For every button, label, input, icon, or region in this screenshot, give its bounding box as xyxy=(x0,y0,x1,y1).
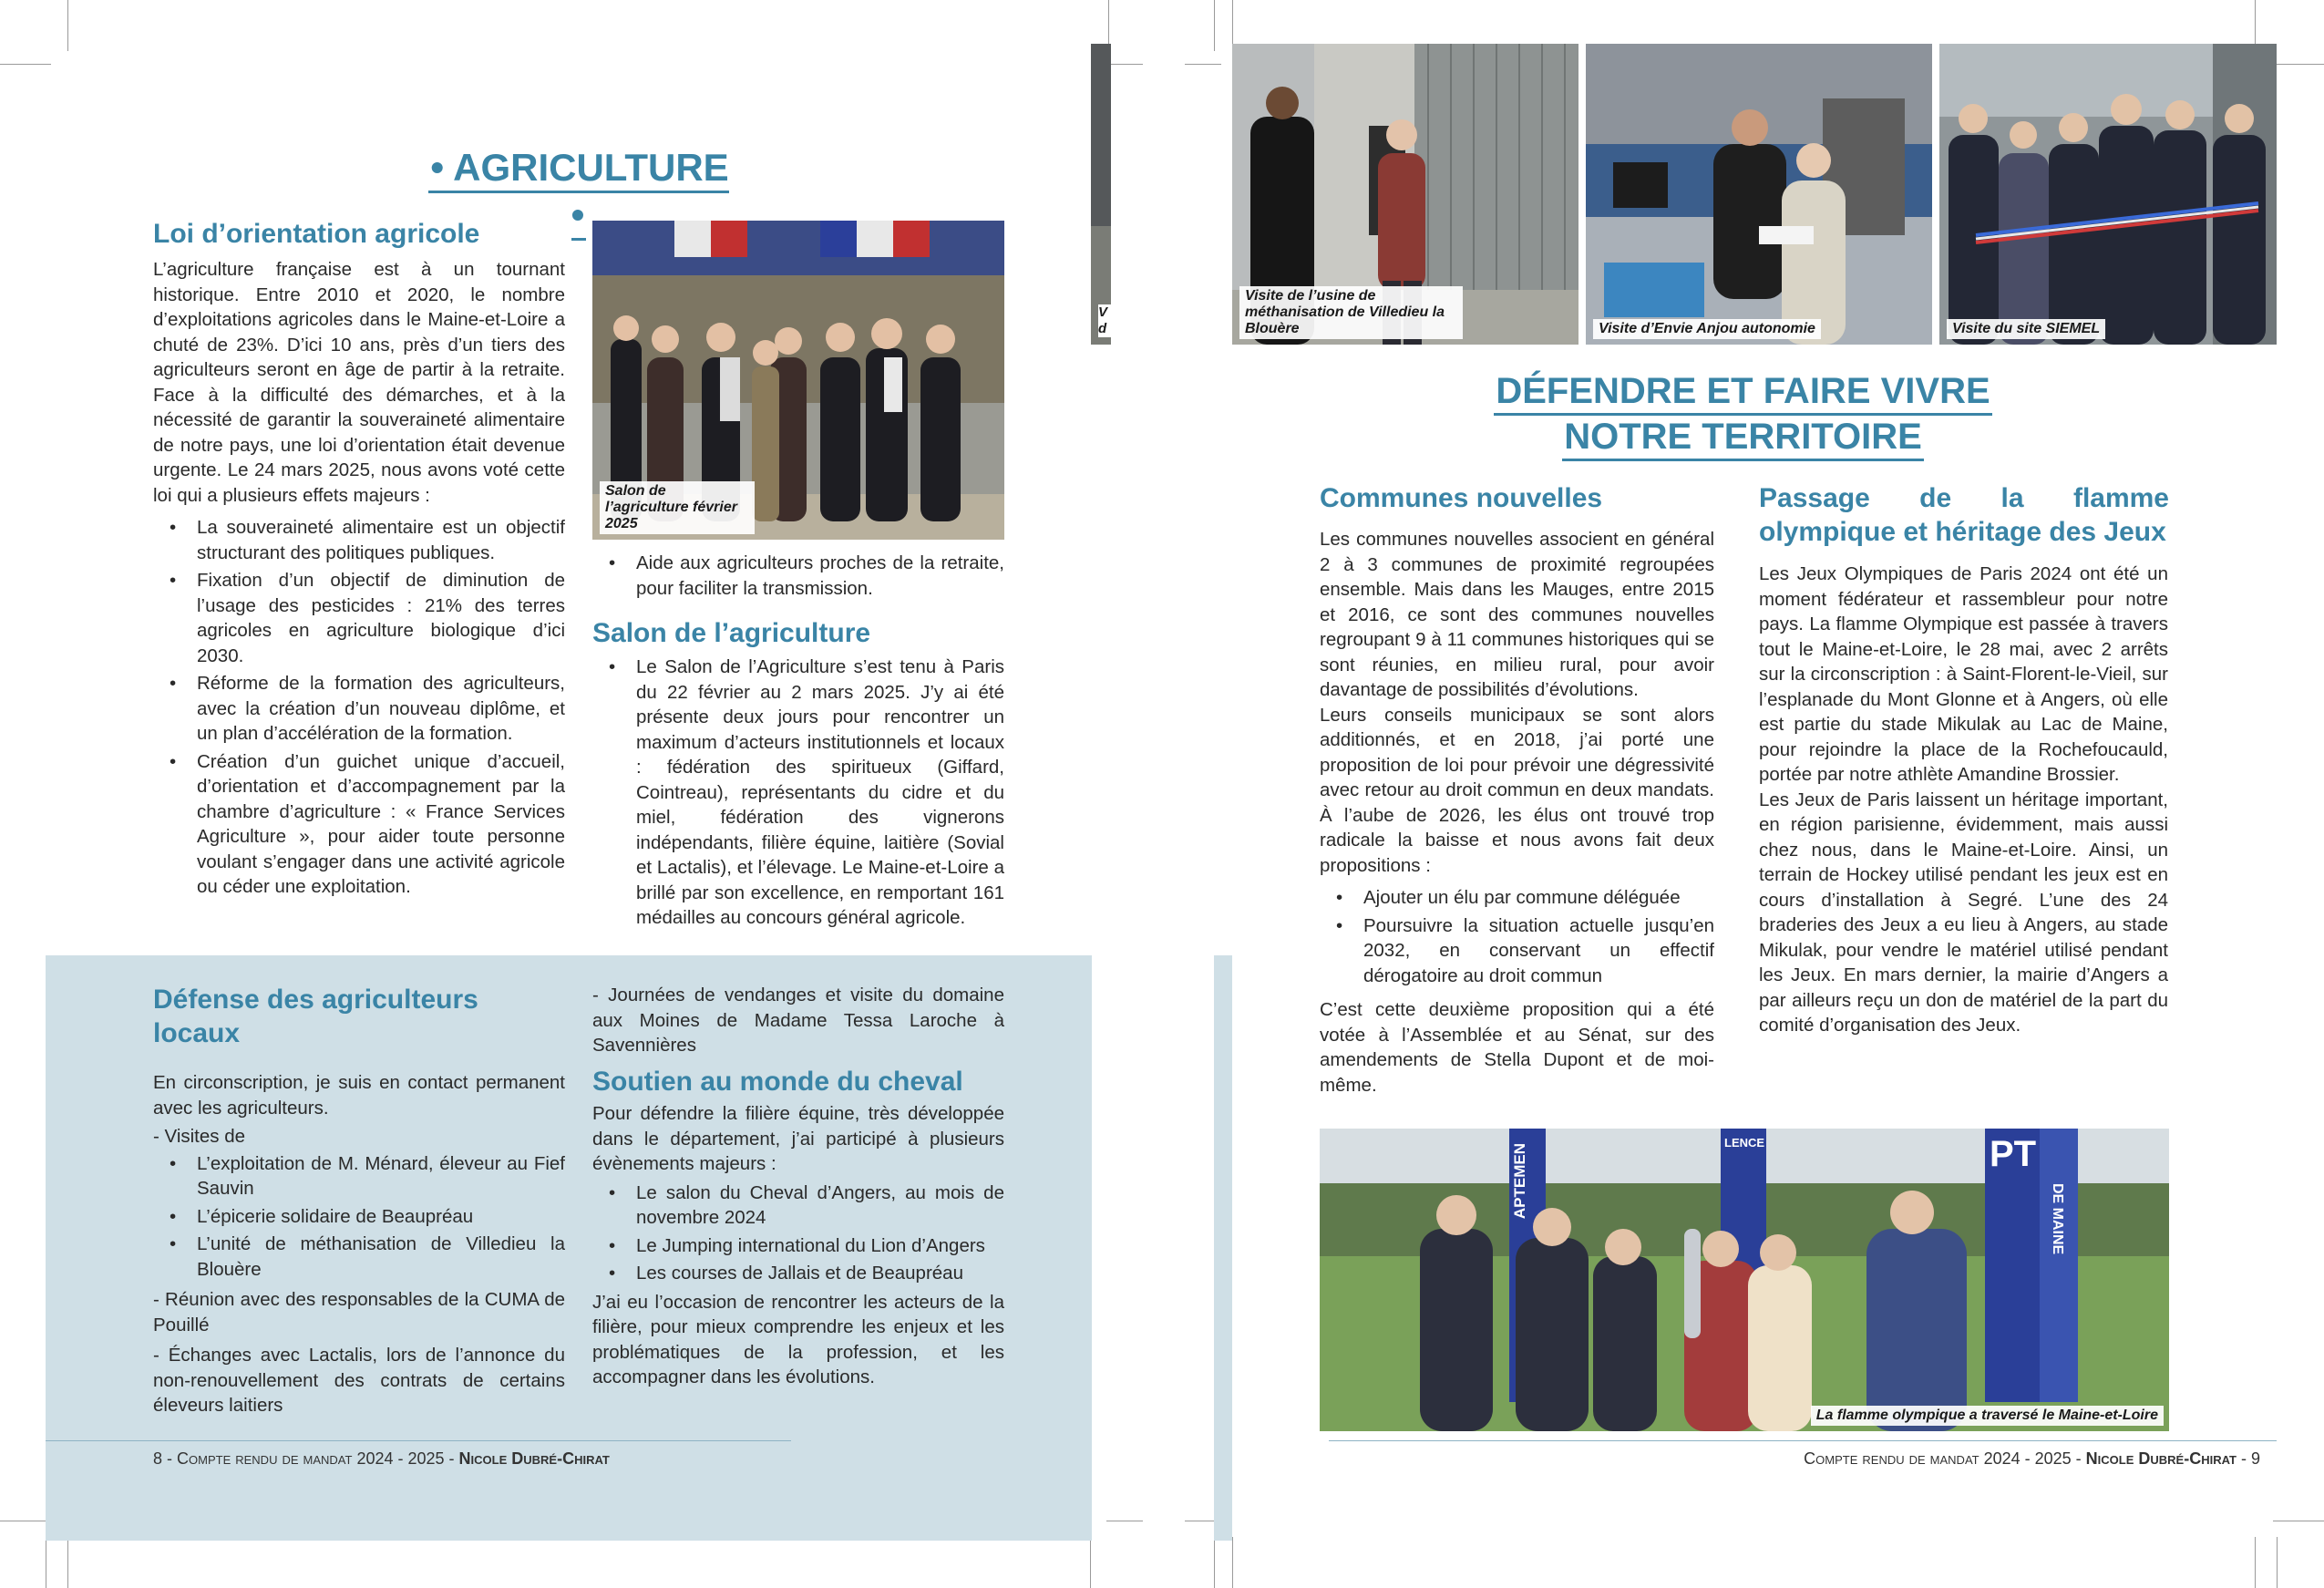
footer-doc-title: Compte rendu de mandat 2024 - 2025 xyxy=(1804,1449,2072,1468)
cheval-events-list xyxy=(592,1181,1004,1286)
footer-rule-left xyxy=(46,1440,791,1441)
crop-mark xyxy=(2277,1537,2278,1588)
loi-orientation-intro: L’agriculture française est à un tournant historique. Entre 2010 et 2020, le nombre d’exploitations agricoles dans le Maine-et-Loire a chuté de 23%. D’ici 10 ans, près d’un tiers des agriculteurs seront en âge de partir à la retraite. Face à la difficulté des démarches, et à la nécessité de garantir la souveraineté alimentaire de notre pays, une loi d’orientation était devenue urgente. Le 24 mars 2025, nous avons voté cette loi qui a plusieurs effets majeurs : xyxy=(153,259,565,506)
list-item: • L’épicerie solidaire de Beaupréau xyxy=(153,1204,565,1230)
list-item: • L’exploitation de M. Ménard, éleveur au Fief Sauvin xyxy=(153,1151,565,1201)
banner-text-2: LENCE xyxy=(1724,1136,1765,1150)
partial-photo-caption: V d xyxy=(1098,304,1111,337)
loi-effects-list-continued xyxy=(592,551,1004,601)
photo-salon-agriculture xyxy=(592,221,1004,540)
list-item: • Ajouter un élu par commune déléguée xyxy=(1320,885,1714,911)
flamme-photo-illustration xyxy=(1320,1129,2169,1431)
list-item: • Poursuivre la situation actuelle jusqu’en 2032, en conservant un effectif dérogatoire au droit commun xyxy=(1320,913,1714,989)
list-item: • Réforme de la formation des agriculteurs, avec la création d’un nouveau diplôme, et un plan d’accélération de la formation. xyxy=(153,671,565,747)
photo-envie-anjou xyxy=(1586,44,1932,345)
flamme-heading-text: Passage de la flamme olympique et héritage des Jeux xyxy=(1759,483,2169,547)
crop-mark xyxy=(0,64,51,65)
territoire-title-line2 xyxy=(1321,414,2165,459)
footer-separator: - xyxy=(2236,1449,2251,1468)
partial-photo-illustration xyxy=(1091,44,1111,345)
page-title-territoire xyxy=(1321,368,2165,459)
loi-orientation-body xyxy=(153,257,565,903)
defense-lactalis: - Échanges avec Lactalis, lors de l’annonce du non-renouvellement des contrats de certains éleveurs laitiers xyxy=(153,1345,565,1416)
communes-p3: C’est cette deuxième proposition qui a été votée à l’Assemblée et au Sénat, sur des amendements de Stella Dupont et de moi-même. xyxy=(1320,999,1714,1096)
salon-photo-caption: Salon de l’agriculture février 2025 xyxy=(600,481,755,534)
crop-mark xyxy=(1214,1537,1215,1588)
methanisation-caption: Visite de l’usine de méthanisation de Villedieu la Blouère xyxy=(1239,286,1463,339)
defense-vendanges: - Journées de vendanges et visite du domaine aux Moines de Madame Tessa Laroche à Savennières xyxy=(592,985,1004,1056)
defense-visites-label: - Visites de xyxy=(153,1126,246,1147)
salon-list xyxy=(592,655,1004,931)
siemel-photo-illustration xyxy=(1939,44,2277,345)
cheval-body xyxy=(592,1101,1004,1390)
footer-separator: - xyxy=(444,1449,459,1468)
communes-p2: Leurs conseils municipaux se sont alors additionnés, et en 2018, j’ai porté une proposition de loi pour prévoir une dégressivité avec retour au droit commun en deux mandats. À l’aube de 2026, les élus ont trouvé trop radicale la baisse et nous avons fait deux propositions : xyxy=(1320,704,1714,876)
defense-cuma: - Réunion avec des responsables de la CUMA de Pouillé xyxy=(153,1289,565,1335)
crop-mark xyxy=(1185,64,1221,65)
loi-effect-last xyxy=(592,551,1004,603)
flamme-p2: Les Jeux de Paris laissent un héritage important, en région parisienne, évidemment, mais aussi chez nous, dans le Maine-et-Loire. Ainsi, un terrain de Hockey utilisé pendant les jeux est en cours d’installation à Segré. L’une des 24 braderies des Jeux a eu lieu à Angers, au stade Mikulak, pour vendre le matériel utilisé pendant les Jeux. En mars dernier, la mairie d’Angers a par ailleurs reçu un don de matériel de la part du comité d’organisation des Jeux. xyxy=(1759,789,2168,1036)
envie-anjou-photo-illustration xyxy=(1586,44,1932,345)
flamme-caption: La flamme olympique a traversé le Maine-et-Loire xyxy=(1811,1406,2164,1426)
list-item: • Création d’un guichet unique d’accueil, d’orientation et d’accompagnement par la chambre d’agriculture : « France Services Agriculture », pour aider toute personne voulant s’engager dans une activité agricole ou céder une exploitation. xyxy=(153,749,565,900)
communes-p1: Les communes nouvelles associent en général 2 à 3 communes de proximité regroupées ensemble. Mais dans les Mauges, entre 2015 et 2016, ce sont des communes nouvelles regroupant 9 à 11 communes historiques qui se sont réunies, en milieu rural, pour avoir davantage de possibilités d’évolutions. xyxy=(1320,529,1714,700)
heading-loi-orientation: Loi d’orientation agricole xyxy=(153,219,480,249)
crop-mark xyxy=(2255,1537,2256,1588)
crop-mark xyxy=(1214,0,1215,51)
photo-flamme-olympique xyxy=(1320,1129,2169,1431)
communes-body xyxy=(1320,527,1714,1098)
list-item: • Aide aux agriculteurs proches de la retraite, pour faciliter la transmission. xyxy=(592,551,1004,601)
list-item: • Les courses de Jallais et de Beaupréau xyxy=(592,1261,1004,1286)
footer-separator: - xyxy=(2071,1449,2086,1468)
flamme-p1: Les Jeux Olympiques de Paris 2024 ont été un moment fédérateur et rassembleur pour notre pays. La flamme Olympique est passée à travers tout le Maine-et-Loire, le 28 mai, avec 2 arrêts sur la circonscription : à Saint-Florent-le-Vieil, sur l’esplanade du Mont Glonne et à Angers, où elle est partie du stade Mikulak au Lac de Maine, pour rejoindre la place de la Rochefoucauld, portée par notre athlète Amandine Brossier. xyxy=(1759,563,2168,785)
title-line1-text: DÉFENDRE ET FAIRE VIVRE xyxy=(1494,371,1991,416)
footer-author: Nicole Dubré-Chirat xyxy=(458,1449,610,1468)
page-number: 9 xyxy=(2250,1449,2260,1468)
banner-text-1: APTEMEN xyxy=(1511,1143,1528,1220)
banner-text-4: PT xyxy=(1990,1134,2037,1174)
photo-usine-methanisation xyxy=(1232,44,1578,345)
flamme-body xyxy=(1759,562,2168,1038)
heading-soutien-cheval: Soutien au monde du cheval xyxy=(592,1067,963,1097)
photo-partial-left-edge xyxy=(1091,44,1111,345)
defense-intro: En circonscription, je suis en contact permanent avec les agriculteurs. xyxy=(153,1072,565,1119)
crop-mark xyxy=(1232,1537,1233,1588)
siemel-caption: Visite du site SIEMEL xyxy=(1947,319,2105,339)
envie-anjou-caption: Visite d’Envie Anjou autonomie xyxy=(1593,319,1821,339)
footer-rule-right xyxy=(1329,1440,2277,1441)
defense-visites-list xyxy=(153,1151,565,1283)
crop-mark xyxy=(67,0,68,51)
crop-mark xyxy=(2273,64,2324,65)
page-number: 8 xyxy=(153,1449,163,1468)
list-item: • Le Jumping international du Lion d’Angers xyxy=(592,1233,1004,1259)
list-item: • Le salon du Cheval d’Angers, au mois de novembre 2024 xyxy=(592,1181,1004,1231)
heading-salon-agriculture: Salon de l’agriculture xyxy=(592,618,871,648)
list-item: • La souveraineté alimentaire est un objectif structurant des politiques publiques. xyxy=(153,515,565,565)
footer-doc-title: Compte rendu de mandat 2024 - 2025 xyxy=(177,1449,445,1468)
communes-proposals-list xyxy=(1320,885,1714,988)
defense-body xyxy=(153,1070,565,1418)
footer-author: Nicole Dubré-Chirat xyxy=(2085,1449,2237,1468)
salon-body xyxy=(592,655,1004,933)
footer-separator: - xyxy=(162,1449,178,1468)
agriculture-title-text: • AGRICULTURE • xyxy=(428,146,728,241)
crop-mark xyxy=(1090,1537,1091,1588)
list-item: • Fixation d’un objectif de diminution de l’usage des pesticides : 21% des terres agricoles en agriculture biologique d’ici 2030. xyxy=(153,568,565,668)
heading-communes-nouvelles: Communes nouvelles xyxy=(1320,483,1603,513)
photo-site-siemel xyxy=(1939,44,2277,345)
footer-left xyxy=(153,1449,610,1469)
gutter-blue-strip xyxy=(1214,955,1232,1541)
cheval-outro: J’ai eu l’occasion de rencontrer les acteurs de la filière, pour mieux comprendre les enjeux et les problématiques de la profession, et les accompagner dans les évolutions. xyxy=(592,1291,1004,1387)
loi-effects-list xyxy=(153,515,565,900)
heading-defense-agriculteurs xyxy=(153,983,536,1050)
crop-mark xyxy=(1106,64,1143,65)
territoire-title-line1 xyxy=(1321,368,2165,414)
cheval-intro: Pour défendre la filière équine, très développée dans le département, j’ai participé à plusieurs évènements majeurs : xyxy=(592,1103,1004,1174)
list-item: • L’unité de méthanisation de Villedieu la Blouère xyxy=(153,1232,565,1282)
banner-text-5: DE MAINE xyxy=(2050,1183,2065,1255)
heading-flamme-olympique xyxy=(1759,481,2169,549)
footer-right xyxy=(1804,1449,2260,1469)
defense-heading-text: Défense des agriculteurs locaux xyxy=(153,985,478,1048)
title-line2-text: NOTRE TERRITOIRE xyxy=(1562,417,1924,461)
list-item: • Le Salon de l’Agriculture s’est tenu à Paris du 22 février au 2 mars 2025. J’y ai été présente deux jours pour rencontrer un maximum d’acteurs institutionnels et locaux : fédération des spiritueux (Giffard, Cointreau), représentants du cidre et du miel, fédération des vignerons indépendants, filière équine, laitière (Sovial et Lactalis), et l’élevage. Le Maine-et-Loire a brillé par son excellence, en remportant 161 médailles au concours général agricole. xyxy=(592,655,1004,931)
crop-mark xyxy=(67,1537,68,1588)
